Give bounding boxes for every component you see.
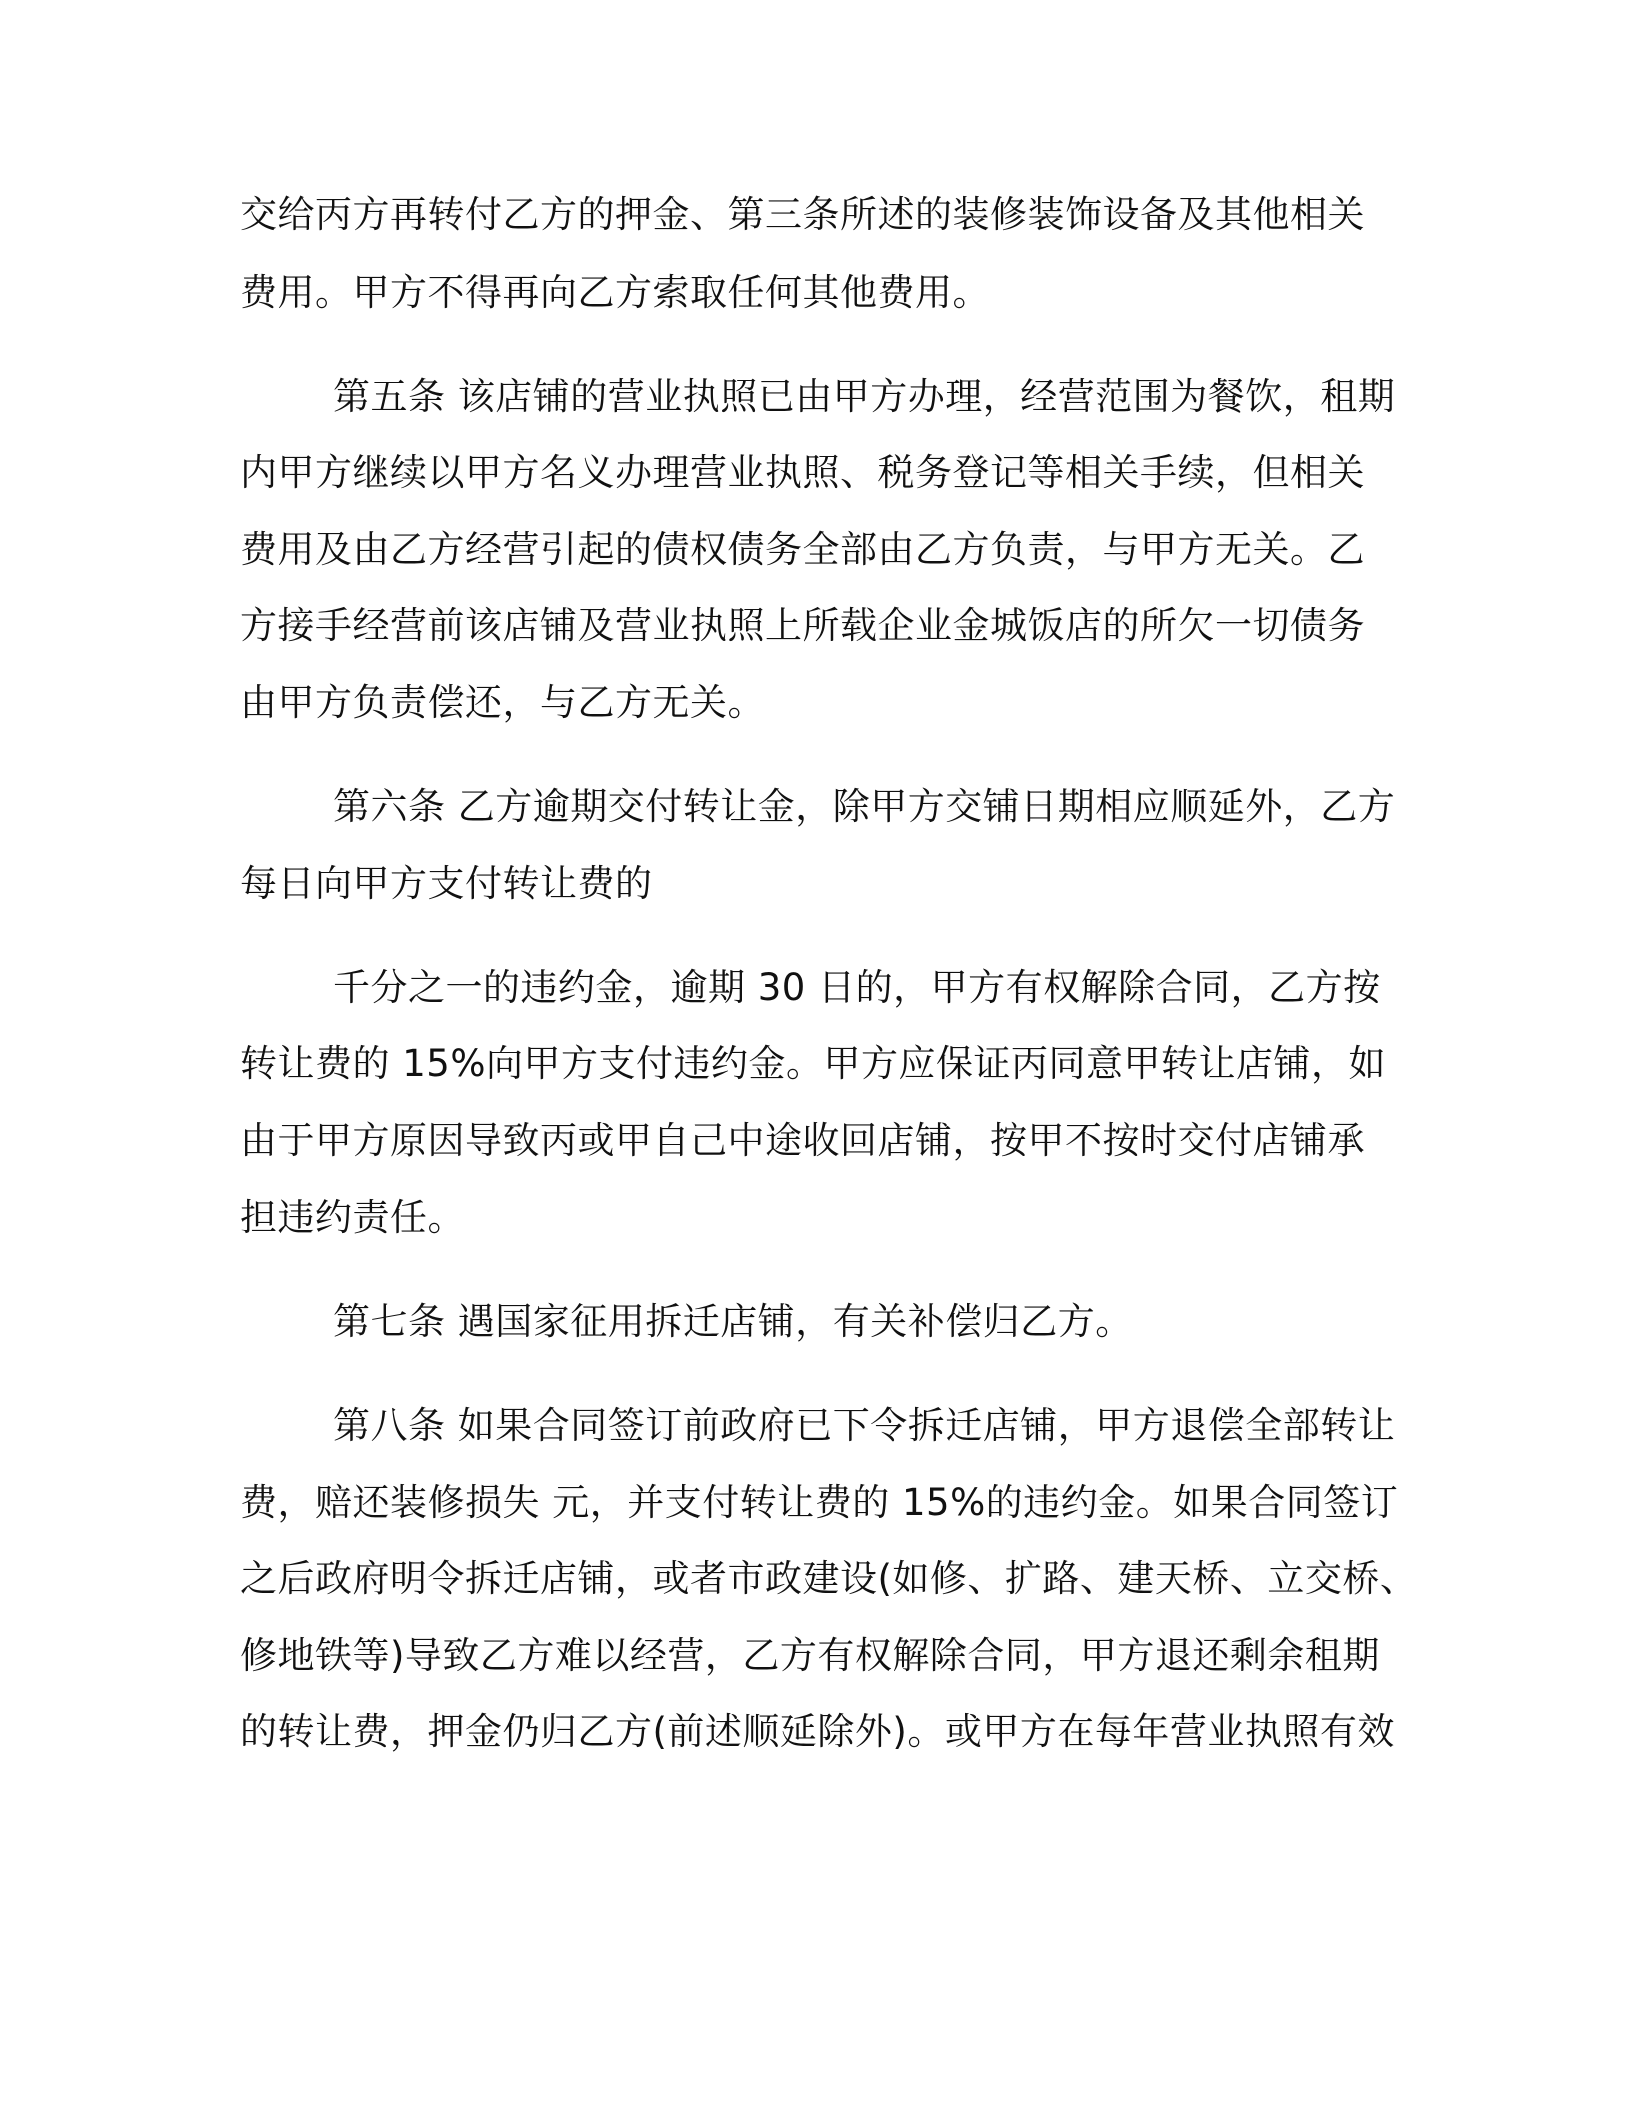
text-line: 转让费的 15%向甲方支付违约金。甲方应保证丙同意甲转让店铺，如 — [240, 1042, 1386, 1085]
text-line: 修地铁等)导致乙方难以经营，乙方有权解除合同，甲方退还剩余租期 — [240, 1634, 1380, 1677]
text-line: 由甲方负责偿还，与乙方无关。 — [240, 681, 765, 724]
text-line: 担违约责任。 — [240, 1196, 465, 1239]
text-line: 费，赔还装修损失 元，并支付转让费的 15%的违约金。如果合同签订 — [240, 1481, 1399, 1524]
text-line: 费用及由乙方经营引起的债权债务全部由乙方负责，与甲方无关。乙 — [240, 528, 1365, 571]
text-line: 的转让费，押金仍归乙方(前述顺延除外)。或甲方在每年营业执照有效 — [240, 1710, 1395, 1753]
text-line: 之后政府明令拆迁店铺，或者市政建设(如修、扩路、建天桥、立交桥、 — [240, 1557, 1418, 1600]
text-line: 每日向甲方支付转让费的 — [240, 862, 653, 905]
text-line: 方接手经营前该店铺及营业执照上所载企业金城饭店的所欠一切债务 — [240, 604, 1365, 647]
article-5-heading-line: 第五条 该店铺的营业执照已由甲方办理，经营范围为餐饮，租期 — [333, 375, 1396, 418]
article-8-heading-line: 第八条 如果合同签订前政府已下令拆迁店铺，甲方退偿全部转让 — [333, 1404, 1396, 1447]
article-6-heading-line: 第六条 乙方逾期交付转让金，除甲方交铺日期相应顺延外，乙方 — [333, 785, 1396, 828]
text-line: 费用。甲方不得再向乙方索取任何其他费用。 — [240, 271, 990, 314]
text-line: 由于甲方原因导致丙或甲自己中途收回店铺，按甲不按时交付店铺承 — [240, 1119, 1365, 1162]
text-line: 千分之一的违约金，逾期 30 日的，甲方有权解除合同，乙方按 — [333, 966, 1381, 1009]
text-line: 交给丙方再转付乙方的押金、第三条所述的装修装饰设备及其他相关 — [240, 193, 1365, 236]
article-7-heading-line: 第七条 遇国家征用拆迁店铺，有关补偿归乙方。 — [333, 1300, 1133, 1343]
text-line: 内甲方继续以甲方名义办理营业执照、税务登记等相关手续，但相关 — [240, 451, 1365, 494]
